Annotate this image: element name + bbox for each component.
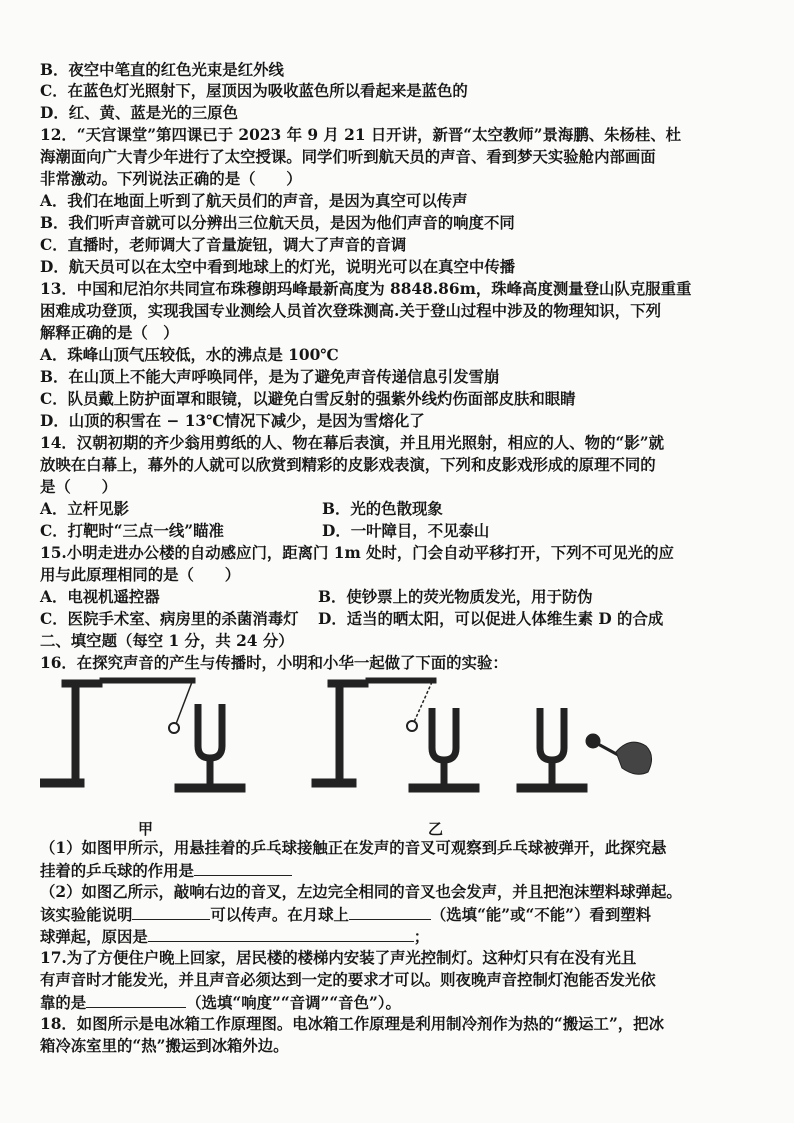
q18-line-2: 箱冷冻室里的“热”搬运到冰箱外边。 — [40, 1037, 289, 1055]
q17-line-1: 17.为了方便住户晚上回家，居民楼的楼梯内安装了声光控制灯。这种灯只有在没有光且 — [40, 949, 637, 967]
q16-part2-line-3 — [40, 926, 762, 947]
q12-option-c: C．直播时，老师调大了音量旋钮，调大了声音的音调 — [40, 236, 407, 254]
tuning-fork-yi-right-icon — [540, 708, 564, 784]
q11-option-d: D．红、黄、蓝是光的三原色 — [40, 104, 239, 122]
hammer-hand-icon — [586, 734, 652, 774]
q15-option-a: A．电视机遥控器 — [40, 588, 160, 606]
q11-option-b: B．夜空中笔直的红色光束是红外线 — [40, 61, 284, 79]
section-fill-in-heading: 二、填空题（每空 1 分，共 24 分） — [40, 632, 294, 650]
q13-stem-line-2: 困难成功登顶，实现我国专业测绘人员首次登珠测高.关于登山过程中涉及的物理知识，下列 — [40, 302, 661, 320]
figure-label-yi: 乙 — [428, 820, 444, 838]
q17-text-1: 靠的是 — [40, 994, 87, 1012]
q16-part2-text-4: 球弹起，原因是 — [40, 928, 148, 946]
fork-base-jia-icon — [175, 784, 245, 792]
q13-stem-line-3: 解释正确的是（ ） — [40, 324, 179, 342]
q15-stem-line-2: 用与此原理相同的是（ ） — [40, 566, 241, 584]
q16-part2-text-1: 该实验能说明 — [40, 906, 133, 924]
fork-base-yi-left-icon — [409, 784, 479, 792]
q16-part2-blank-1[interactable] — [132, 904, 210, 920]
q15-stem-line-1: 15.小明走进办公楼的自动感应门，距离门 1m 处时，门会自动平移打开，下列不可见光的应 — [40, 544, 674, 562]
q14-stem-line-3: 是（ ） — [40, 478, 117, 496]
fork-base-yi-right-icon — [517, 784, 587, 792]
q16-part2-blank-3[interactable] — [148, 926, 414, 942]
q15-option-c: C．医院手术室、病房里的杀菌消毒灯 — [40, 610, 299, 628]
tuning-fork-yi-left-icon — [432, 708, 456, 784]
tuning-fork-jia-icon — [198, 704, 222, 784]
q16-part1-text: 挂着的乒乓球的作用是 — [40, 862, 194, 880]
q16-part2-text-2: 可以传声。在月球上 — [210, 906, 349, 924]
q13-option-c: C．队员戴上防护面罩和眼镜，以避免白雪反射的强紫外线灼伤面部皮肤和眼睛 — [40, 390, 576, 408]
q16-part2-line-1: （2）如图乙所示，敲响右边的音叉，左边完全相同的音叉也会发声，并且把泡沫塑料球弹起。 — [40, 883, 682, 901]
q16-part2-text-5: ； — [413, 928, 430, 946]
q12-stem-line-2: 海潮面向广大青少年进行了太空授课。同学们听到航天员的声音、看到梦天实验舱内部画面 — [40, 148, 656, 166]
q16-part2-text-3: （选填“能”或“不能”）看到塑料 — [430, 906, 651, 924]
q12-option-b: B．我们听声音就可以分辨出三位航天员，是因为他们声音的响度不同 — [40, 214, 515, 232]
stand-jia-icon — [40, 678, 195, 787]
figure-label-jia: 甲 — [138, 820, 154, 838]
q17-line-3 — [40, 992, 762, 1013]
q18-line-1: 18．如图所示是电冰箱工作原理图。电冰箱工作原理是利用制冷剂作为热的“搬运工”，把冰 — [40, 1015, 664, 1033]
q16-part2-line-2 — [40, 904, 762, 925]
q14-stem-line-1: 14．汉朝初期的齐少翁用剪纸的人、物在幕后表演，并且用光照射，相应的人、物的“影”就 — [40, 434, 664, 452]
q16-part2-blank-2[interactable] — [349, 904, 431, 920]
stand-yi-icon — [312, 678, 436, 787]
q17-answer-blank[interactable] — [86, 992, 186, 1008]
q12-stem-line-1: 12．“天宫课堂”第四课已于 2023 年 9 月 21 日开讲，新晋“太空教师”景海鹏、朱杨桂、杜 — [40, 126, 682, 144]
q11-option-c: C．在蓝色灯光照射下，屋顶因为吸收蓝色所以看起来是蓝色的 — [40, 82, 468, 100]
q14-stem-line-2: 放映在白幕上，幕外的人就可以欣赏到精彩的皮影戏表演，下列和皮影戏形成的原理不同的 — [40, 456, 656, 474]
q13-option-b: B．在山顶上不能大声呼唤同伴，是为了避免声音传递信息引发雪崩 — [40, 368, 500, 386]
q15-option-d: D．适当的晒太阳，可以促进人体维生素 D 的合成 — [318, 610, 664, 628]
q12-option-a: A．我们在地面上听到了航天员们的声音，是因为真空可以传声 — [40, 192, 468, 210]
q14-option-b: B．光的色散现象 — [322, 500, 443, 518]
q17-text-2: （选填“响度”“音调”“音色”）。 — [186, 994, 401, 1012]
q16-part1-line-2 — [40, 860, 762, 881]
q14-option-d: D．一叶障目，不见泰山 — [322, 522, 490, 540]
q16-part1-answer-blank[interactable] — [194, 860, 292, 876]
tuning-fork-experiment-figure — [40, 674, 762, 814]
q12-stem-line-3: 非常激动。下列说法正确的是（ ） — [40, 170, 302, 188]
q16-stem: 16．在探究声音的产生与传播时，小明和小华一起做了下面的实验： — [40, 654, 508, 672]
q13-option-a: A．珠峰山顶气压较低，水的沸点是 100℃ — [40, 346, 339, 364]
q14-option-c: C．打靶时“三点一线”瞄准 — [40, 522, 224, 540]
q15-option-b: B．使钞票上的荧光物质发光，用于防伪 — [318, 588, 593, 606]
q13-stem-line-1: 13．中国和尼泊尔共同宣布珠穆朗玛峰最新高度为 8848.86m，珠峰高度测量登山队克服重重 — [40, 280, 692, 298]
q16-part1-line-1: （1）如图甲所示，用悬挂着的乒乓球接触正在发声的音叉可观察到乒乓球被弹开，此探究悬 — [40, 839, 667, 857]
q14-option-a: A．立杆见影 — [40, 500, 129, 518]
q17-line-2: 有声音时才能发光，并且声音必须达到一定的要求才可以。则夜晚声音控制灯泡能否发光依 — [40, 971, 656, 989]
q13-option-d: D．山顶的积雪在 − 13℃情况下减少，是因为雪熔化了 — [40, 412, 425, 430]
q12-option-d: D．航天员可以在太空中看到地球上的灯光，说明光可以在真空中传播 — [40, 258, 516, 276]
